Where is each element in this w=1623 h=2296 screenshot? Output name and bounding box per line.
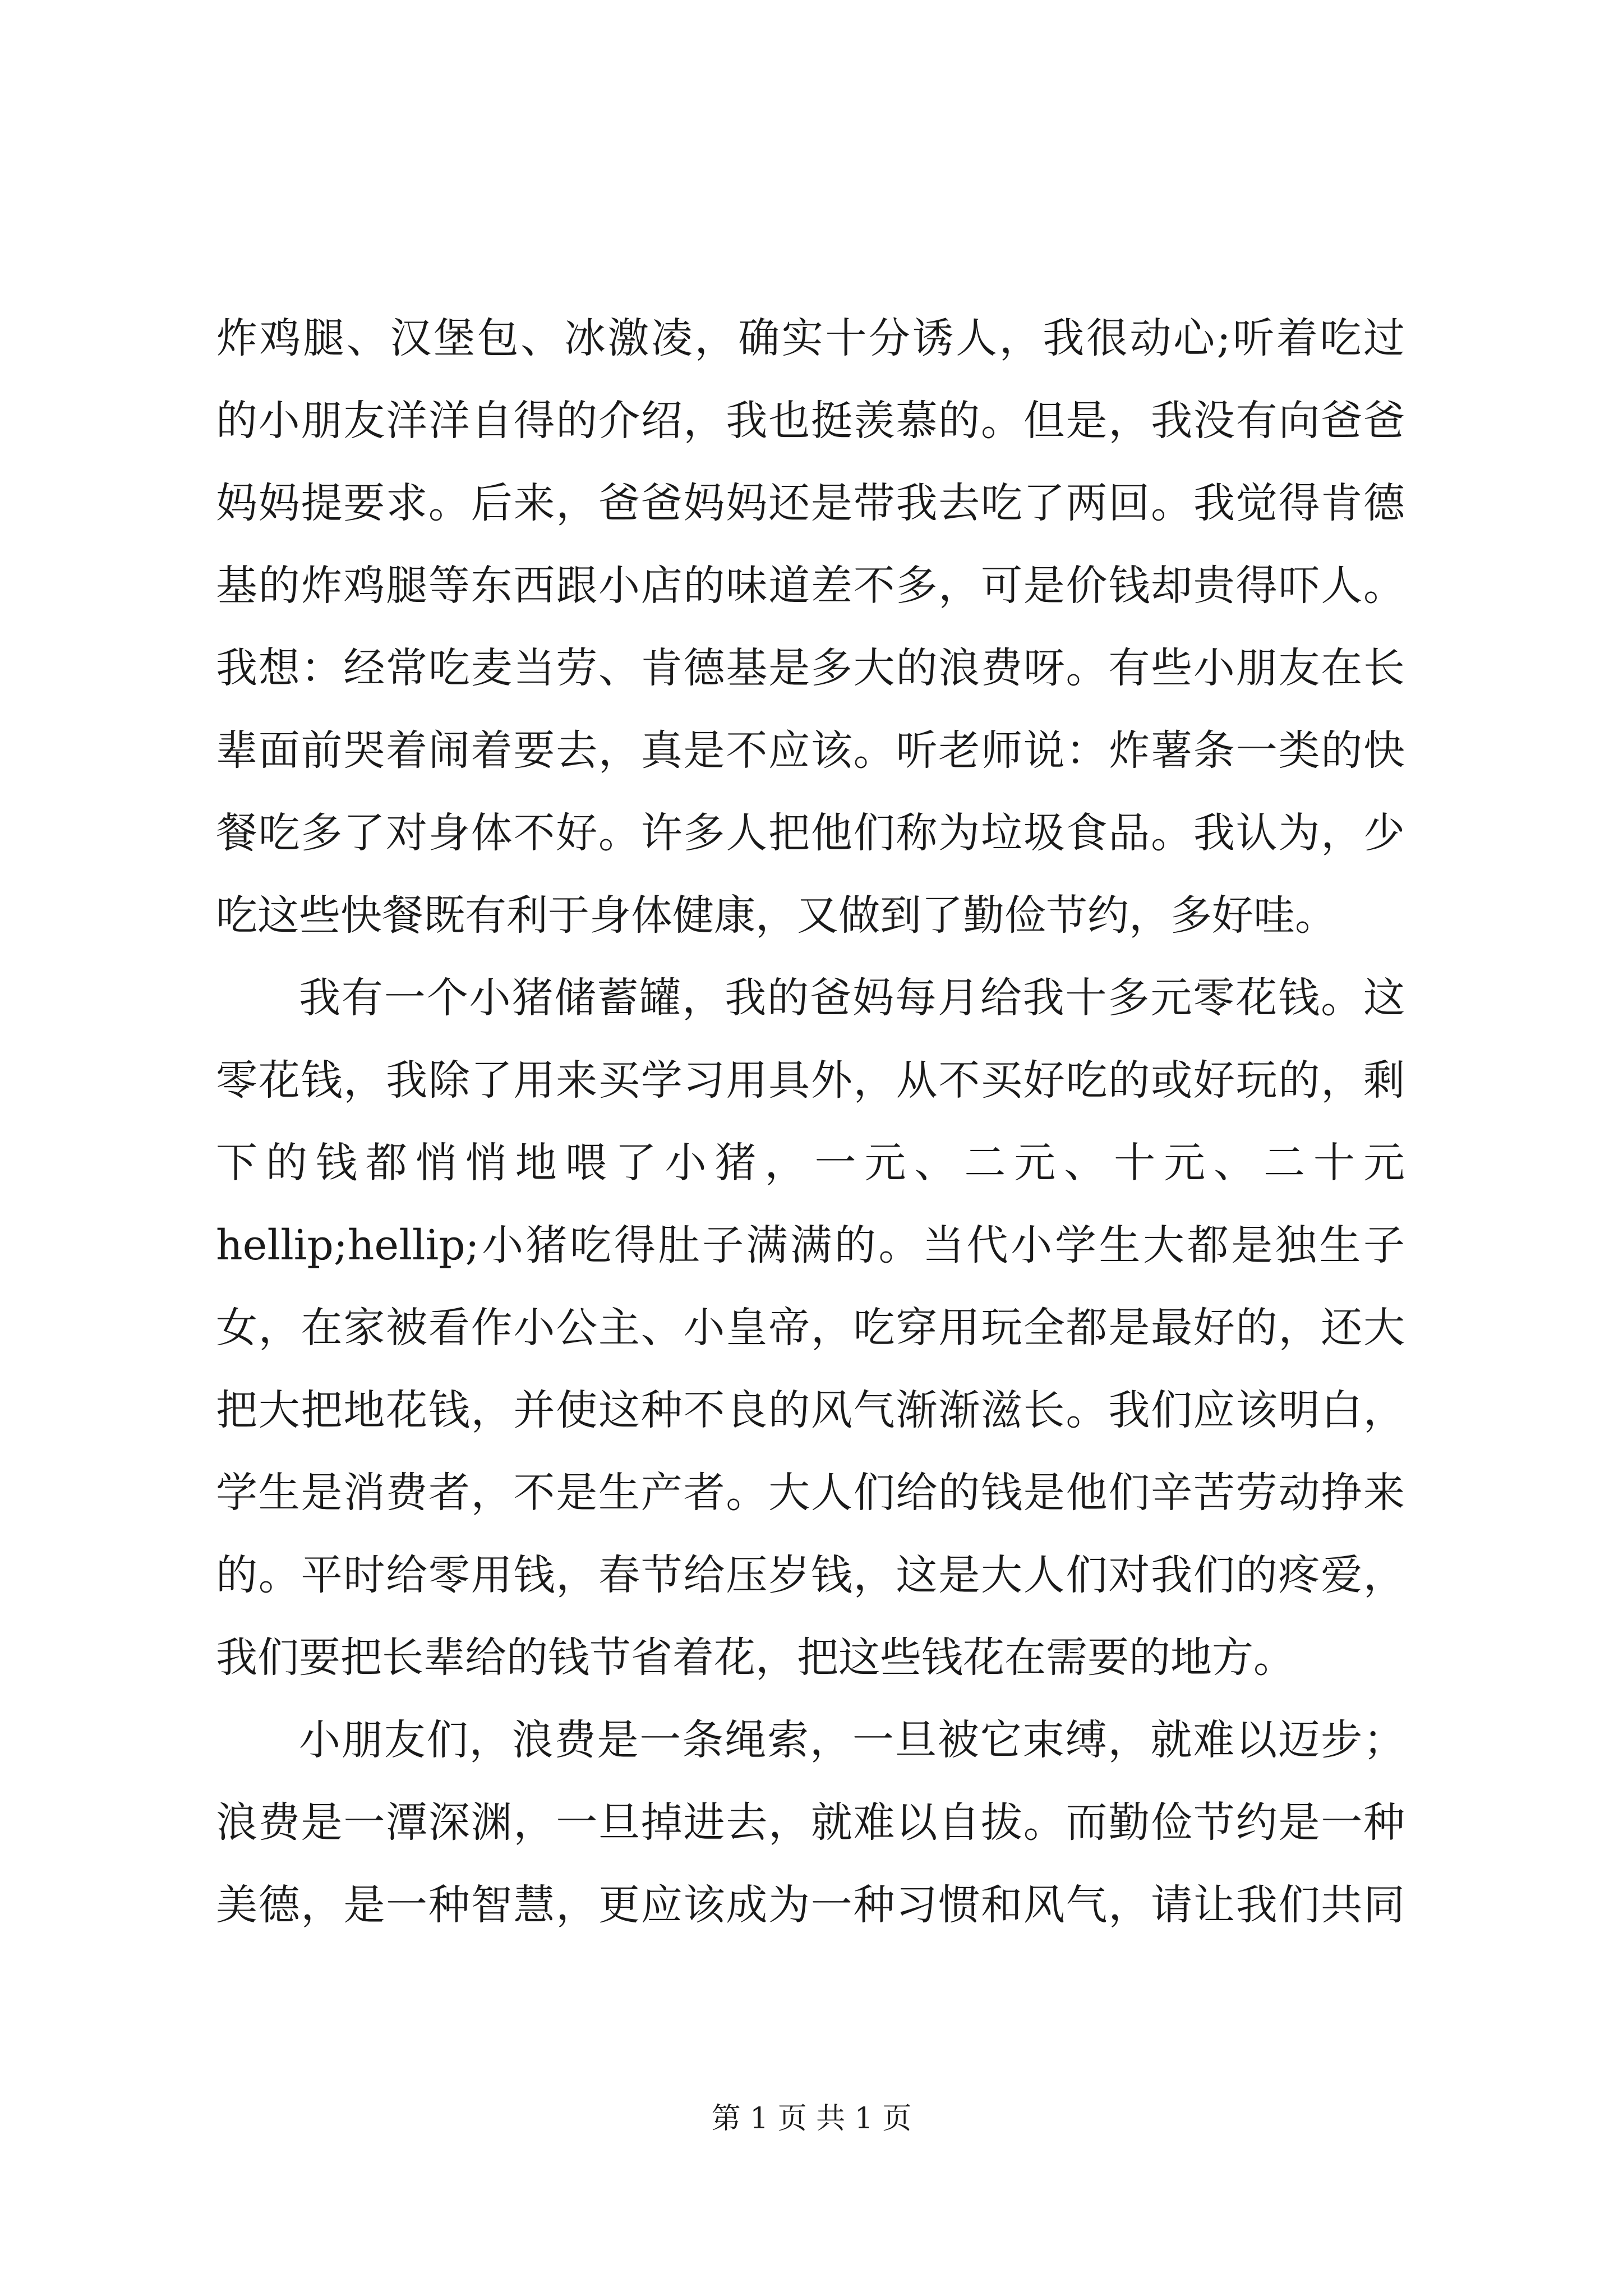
- text-line: 我们要把长辈给的钱节省着花，把这些钱花在需要的地方。: [216, 1634, 1295, 1682]
- text-line: 的。平时给零用钱，春节给压岁钱，这是大人们对我们的疼爱，: [216, 1551, 1405, 1599]
- text-line: 基的炸鸡腿等东西跟小店的味道差不多，可是价钱却贵得吓人。: [216, 562, 1405, 610]
- text-line: 炸鸡腿、汉堡包、冰激凌，确实十分诱人，我很动心;听着吃过: [216, 314, 1405, 362]
- text-line: 零花钱，我除了用来买学习用具外，从不买好吃的或好玩的，剩: [216, 1056, 1405, 1105]
- text-line: 美德，是一种智慧，更应该成为一种习惯和风气，请让我们共同: [216, 1881, 1405, 1929]
- paragraph-first-line: 小朋友们，浪费是一条绳索，一旦被它束缚，就难以迈步；: [299, 1716, 1405, 1764]
- text-line: 妈妈提要求。后来，爸爸妈妈还是带我去吃了两回。我觉得肯德: [216, 479, 1405, 527]
- text-line: hellip;hellip;小猪吃得肚子满满的。当代小学生大都是独生子: [216, 1221, 1405, 1269]
- page-number-label: 第 1 页 共 1 页: [711, 2102, 912, 2136]
- page-footer: [0, 2099, 1623, 2138]
- text-line: 的小朋友洋洋自得的介绍，我也挺羡慕的。但是，我没有向爸爸: [216, 397, 1405, 445]
- paragraph-first-line: 我有一个小猪储蓄罐，我的爸妈每月给我十多元零花钱。这: [299, 974, 1405, 1022]
- text-line: 把大把地花钱，并使这种不良的风气渐渐滋长。我们应该明白，: [216, 1386, 1405, 1434]
- text-line: 吃这些快餐既有利于身体健康，又做到了勤俭节约，多好哇。: [216, 891, 1336, 940]
- text-line: 餐吃多了对身体不好。许多人把他们称为垃圾食品。我认为，少: [216, 809, 1405, 857]
- text-line: 我想：经常吃麦当劳、肯德基是多大的浪费呀。有些小朋友在长: [216, 644, 1405, 692]
- text-line: 女，在家被看作小公主、小皇帝，吃穿用玩全都是最好的，还大: [216, 1304, 1405, 1352]
- text-line: 浪费是一潭深渊，一旦掉进去，就难以自拔。而勤俭节约是一种: [216, 1798, 1405, 1847]
- document-body: [216, 297, 1405, 1947]
- text-line: 学生是消费者，不是生产者。大人们给的钱是他们辛苦劳动挣来: [216, 1469, 1405, 1517]
- text-line: 下的钱都悄悄地喂了小猪，一元、二元、十元、二十元: [216, 1139, 1405, 1187]
- text-line: 辈面前哭着闹着要去，真是不应该。听老师说：炸薯条一类的快: [216, 726, 1405, 775]
